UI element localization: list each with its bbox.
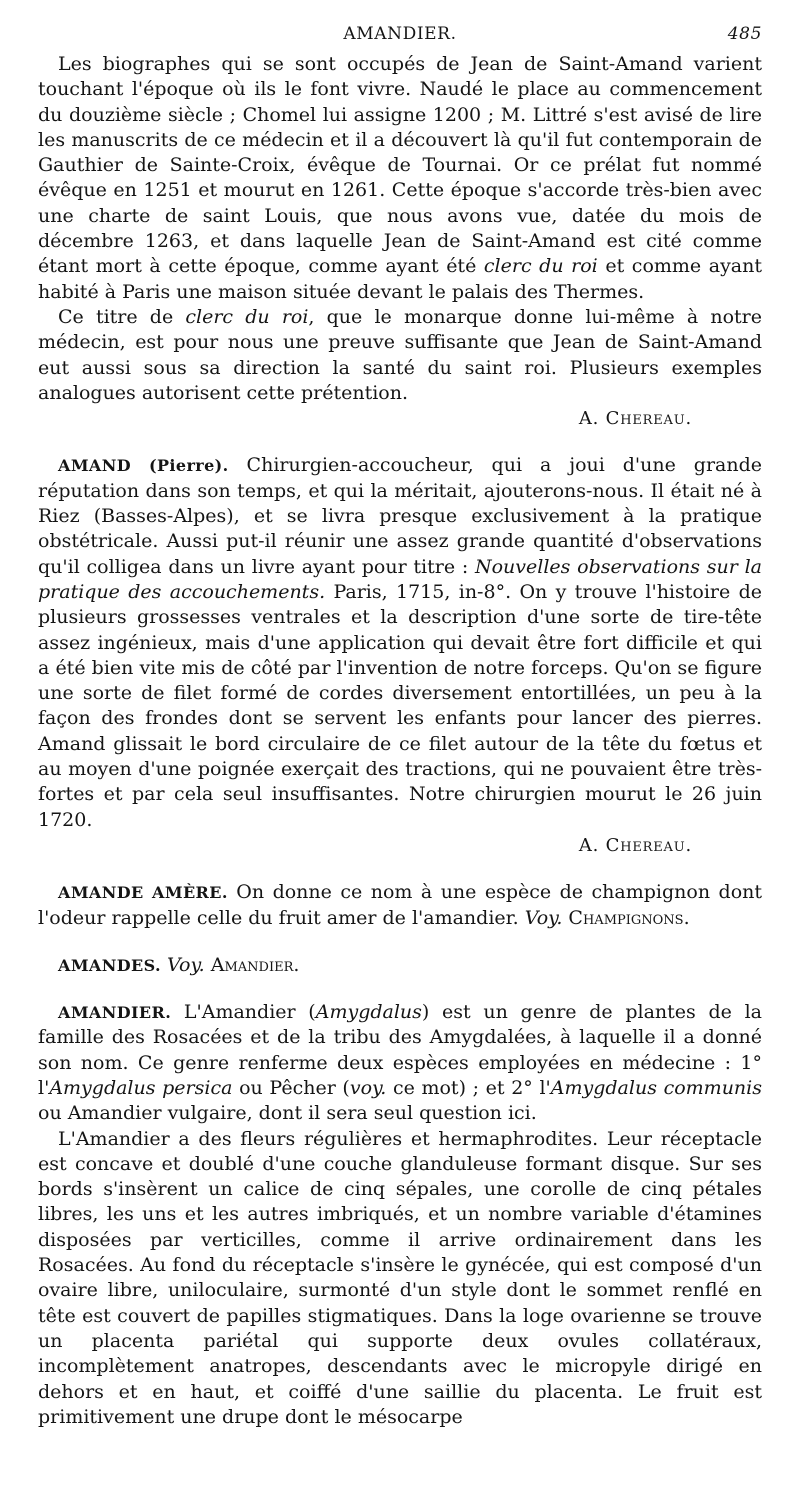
continued-entry-paragraph-2	[38, 305, 762, 406]
italic-run: clerc du roi	[185, 305, 309, 328]
entry-amand	[38, 453, 762, 832]
spacer	[38, 978, 762, 1000]
latin-name: Amygdalus	[315, 1001, 422, 1024]
entry-headword: AMANDIER.	[58, 1003, 172, 1023]
cross-reference-marker: voy.	[349, 1076, 387, 1099]
cross-reference-marker: Voy.	[161, 953, 205, 976]
cross-reference-marker: Voy.	[524, 906, 563, 929]
signature-text: A. Chereau.	[578, 834, 692, 856]
text-run: Les biographes qui se sont occupés de Jean de Saint-Amand varient touchant l'époque où ils le font vivre. Naudé le place au commencement du douzième siècle ; Chomel lui assigne 1200 ; M. Littré s'est avisé de lire les manuscrits de ce médecin et il a découvert là qu'il fut contemporain de Gauthier de Sainte-Croix, évêque de Tournai. Or ce prélat fut nommé évêque en 1251 et mourut en 1261. Cette époque s'accorde très-bien avec une charte de saint Louis, que nous avons vue, datée du mois de décembre 1263, et dans laquelle Jean de Saint-Amand est cité comme étant mort à cette époque, comme ayant été	[38, 53, 762, 278]
latin-name: Amygdalus communis	[550, 1076, 763, 1099]
entry-amandier	[38, 1000, 762, 1126]
entry-amande-amere	[38, 880, 762, 931]
running-head-title: AMANDIER.	[343, 24, 457, 44]
entry-headword: AMANDES.	[58, 955, 161, 975]
running-head	[38, 24, 762, 52]
text-run: Paris, 1715, in-8°. On y trouve l'histoire de plusieurs grossesses ventrales et la description d'une sorte de tire-tête assez ingénieux, mais d'une application qui devait être fort difficile et qui a été bien vite mis de côté par l'invention de notre forceps. Qu'on se figure une sorte de filet formé de cordes diversement entortillées, un peu à la façon des frondes dont se servent les enfants pour lancer des pierres. Amand glissait le bord circulaire de ce filet autour de la tête du fœtus et au moyen d'une poignée exerçait des tractions, qui ne pouvaient être très-fortes et par cela seul insuffisantes. Notre chirurgien mourut le 26 juin 1720.	[38, 580, 762, 831]
entry-amandes	[38, 953, 762, 978]
text-run: ce mot) ; et 2° l'	[386, 1076, 551, 1099]
spacer	[38, 931, 762, 953]
page-number: 485	[727, 24, 762, 44]
text-run: L'Amandier (	[171, 1001, 316, 1024]
author-signature	[38, 406, 762, 431]
spacer	[38, 858, 762, 880]
continued-entry-paragraph-1	[38, 52, 762, 305]
entry-amandier-paragraph-2: L'Amandier a des fleurs régulières et hermaphrodites. Leur réceptacle est concave et doublé d'une couche glanduleuse formant disque. Sur ses bords s'insèrent un calice de cinq sépales, une corolle de cinq pétales libres, les uns et les autres imbriqués, et un nombre variable d'étamines disposées par verticilles, comme il arrive ordinairement dans les Rosacées. Au fond du réceptacle s'insère le gynécée, qui est composé d'un ovaire libre, uniloculaire, surmonté d'un style dont le sommet renflé en tête est couvert de papilles stigmatiques. Dans la loge ovarienne se trouve un placenta pariétal qui supporte deux ovules collatéraux, incomplètement anatropes, descendants avec le micropyle dirigé en dehors et en haut, et coiffé d'une saillie du placenta. Le fruit est primitivement une drupe dont le mésocarpe	[38, 1127, 762, 1428]
text-run: ou Amandier vulgaire, dont il sera seul question ici.	[38, 1102, 537, 1125]
text-run: Chirurgien-accoucheur, qui a joui d'une grande réputation dans son temps, et qui la méritait, ajouterons-nous. Il était né à Riez (Basses-Alpes), et se livra presque exclusivement à la pratique obstétricale. Aussi put-il réunir une assez grande quantité d'observations qu'il colligea dans un livre ayant pour titre :	[38, 454, 763, 578]
text-run: ) est un genre de plantes de la famille des Rosacées et de la tribu des Amygdalées, à laquelle il a donné son nom. Ce genre renferme deux espèces employées en médecine : 1° l'	[38, 1001, 762, 1099]
text-run: et comme ayant habité à Paris une maison située devant le palais des Thermes.	[38, 255, 763, 303]
text-run: Ce titre de	[58, 305, 186, 328]
cross-reference-target: Champignons.	[562, 906, 690, 929]
text-run: ou Pêcher (	[232, 1076, 350, 1099]
dictionary-page	[38, 24, 762, 1430]
entry-headword-qualifier: (Pierre).	[148, 456, 229, 476]
text-run: , que le monarque donne lui-même à notre médecin, est pour nous une preuve suffisante que Jean de Saint-Amand eut aussi sous sa direction la santé du saint roi. Plusieurs exemples analogues autorisent cette prétention.	[38, 305, 762, 404]
spacer	[38, 431, 762, 453]
signature-text: A. Chereau.	[578, 408, 692, 430]
text-run: On donne ce nom à une espèce de champignon dont l'odeur rappelle celle du fruit amer de l'amandier.	[38, 881, 763, 929]
italic-run: clerc du roi	[483, 255, 598, 278]
entry-headword: AMANDE AMÈRE.	[58, 883, 228, 903]
cross-reference-target: Amandier.	[204, 953, 300, 976]
latin-name: Amygdalus persica	[49, 1076, 233, 1099]
entry-headword: AMAND	[58, 456, 132, 476]
author-signature	[38, 833, 762, 858]
book-title: Nouvelles observations sur la pratique des accouchements.	[38, 555, 762, 603]
